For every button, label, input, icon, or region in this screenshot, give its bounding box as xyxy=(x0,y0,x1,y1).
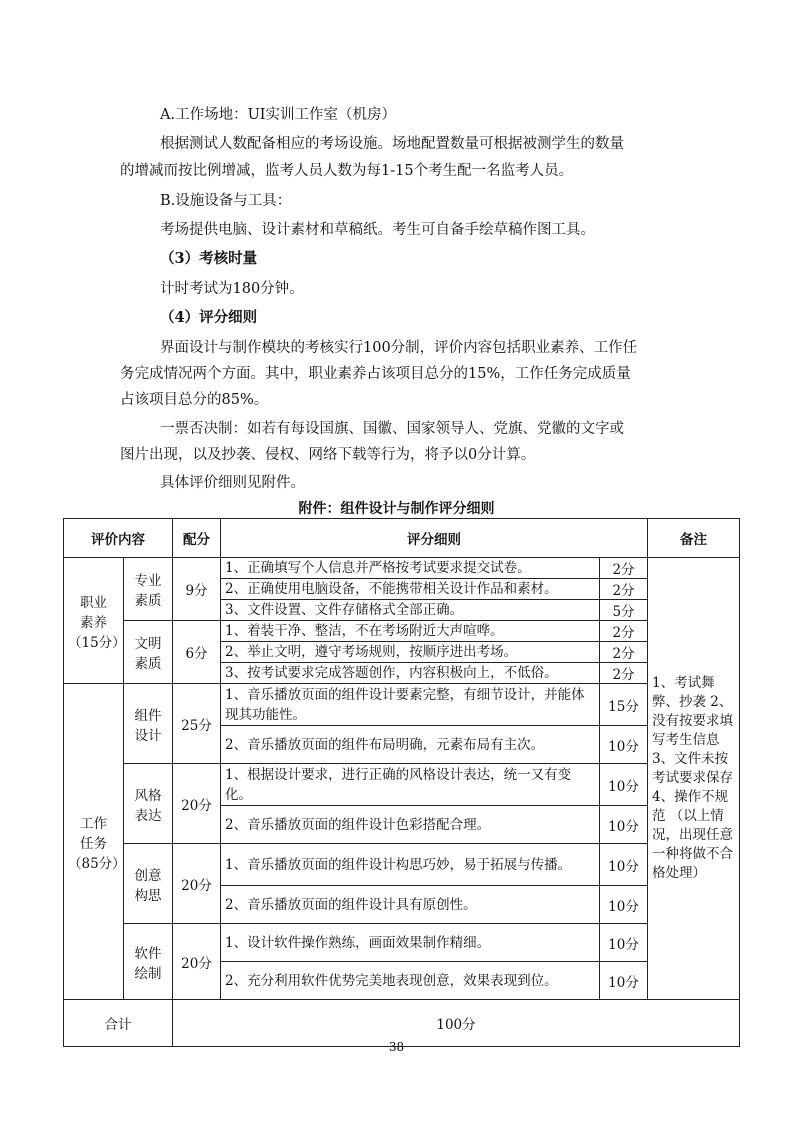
page-number: 38 xyxy=(388,1040,405,1054)
table-row xyxy=(64,764,740,806)
group-score: 25分 xyxy=(173,684,221,764)
group-score: 20分 xyxy=(173,924,221,1000)
paragraph-veto-2: 图片出现，以及抄袭、侵权、网络下载等行为，将予以0分计算。 xyxy=(120,447,536,463)
item-text: 1、设计软件操作熟练，画面效果制作精细。 xyxy=(221,924,600,962)
group-label xyxy=(124,621,173,684)
group-label-line: 素质 xyxy=(134,593,162,609)
group-label-line: 风格 xyxy=(134,787,162,804)
paragraph-venue-desc-1: 根据测试人数配备相应的考场设施。场地配置数量可根据被测学生的数量 xyxy=(160,136,624,152)
item-text: 1、着装干净、整洁，不在考场附近大声喧哗。 xyxy=(221,621,600,642)
note-cell: 1、考试舞弊、抄袭 2、没有按要求填写考生信息 3、文件未按考试要求保存 4、操作不规范 （以上情况，出现任意一种将做不合格处理） xyxy=(648,558,740,1000)
item-points: 2分 xyxy=(600,621,648,642)
item-text: 1、音乐播放页面的组件设计要素完整，有细节设计，并能体现其功能性。 xyxy=(221,684,600,726)
item-points: 2分 xyxy=(600,579,648,600)
item-text: 2、音乐播放页面的组件布局明确，元素布局有主次。 xyxy=(221,726,600,764)
section-label-line: 工作 xyxy=(80,815,107,832)
paragraph-equipment: B.设施设备与工具： xyxy=(160,193,292,209)
table-row xyxy=(64,924,740,962)
item-text: 2、正确使用电脑设备，不能携带相关设计作品和素材。 xyxy=(221,579,600,600)
item-text: 3、按考试要求完成答题创作，内容积极向上，不低俗。 xyxy=(221,663,600,684)
table-caption: 附件：组件设计与制作评分细则 xyxy=(298,501,495,517)
item-text: 1、根据设计要求，进行正确的风格设计表达，统一又有变化。 xyxy=(221,764,600,806)
section-label-line: （15分） xyxy=(68,634,126,651)
section-label-line: 任务 xyxy=(80,835,107,852)
group-score: 20分 xyxy=(173,764,221,844)
item-text: 2、充分利用软件优势完美地表现创意，效果表现到位。 xyxy=(221,962,600,1000)
group-label xyxy=(124,558,173,621)
group-label-line: 软件 xyxy=(134,945,162,962)
group-label-line: 专业 xyxy=(134,573,162,589)
group-score: 20分 xyxy=(173,844,221,924)
group-label-line: 绘制 xyxy=(134,965,162,982)
group-label xyxy=(124,764,173,844)
section-label-line: （85分） xyxy=(68,855,126,872)
item-points: 10分 xyxy=(600,924,648,962)
header-note: 备注 xyxy=(648,519,740,558)
item-points: 10分 xyxy=(600,764,648,806)
paragraph-venue-desc-2: 的增减而按比例增减，监考人员人数为每1-15个考生配一名监考人员。 xyxy=(120,163,574,179)
item-text: 2、举止文明，遵守考场规则，按顺序进出考场。 xyxy=(221,642,600,663)
section-label-professional xyxy=(64,558,124,684)
item-points: 10分 xyxy=(600,806,648,844)
group-label-line: 设计 xyxy=(134,727,162,744)
total-value: 100分 xyxy=(173,1000,740,1047)
table-row xyxy=(64,844,740,886)
item-text: 2、音乐播放页面的组件设计具有原创性。 xyxy=(221,886,600,924)
table-row xyxy=(64,684,740,726)
group-label xyxy=(124,684,173,764)
heading-exam-duration: （3）考核时量 xyxy=(160,250,258,267)
group-label xyxy=(124,924,173,1000)
heading-scoring-rules: （4）评分细则 xyxy=(160,309,258,326)
table-row xyxy=(64,621,740,642)
group-score: 9分 xyxy=(173,558,221,621)
item-points: 10分 xyxy=(600,726,648,764)
scoring-table xyxy=(63,518,740,1047)
group-label-line: 创意 xyxy=(134,867,162,884)
paragraph-scoring-3: 占该项目总分的85%。 xyxy=(120,392,269,408)
item-points: 2分 xyxy=(600,558,648,579)
item-text: 1、正确填写个人信息并严格按考试要求提交试卷。 xyxy=(221,558,600,579)
paragraph-equipment-desc: 考场提供电脑、设计素材和草稿纸。考生可自备手绘草稿作图工具。 xyxy=(160,222,595,238)
item-points: 15分 xyxy=(600,684,648,726)
group-label-line: 文明 xyxy=(134,636,162,652)
paragraph-exam-duration: 计时考试为180分钟。 xyxy=(160,281,304,297)
paragraph-scoring-1: 界面设计与制作模块的考核实行100分制，评价内容包括职业素养、工作任 xyxy=(160,340,638,356)
paragraph-see-attachment: 具体评价细则见附件。 xyxy=(160,475,305,491)
item-points: 2分 xyxy=(600,642,648,663)
item-points: 5分 xyxy=(600,600,648,621)
item-points: 10分 xyxy=(600,886,648,924)
item-points: 10分 xyxy=(600,962,648,1000)
paragraph-scoring-2: 务完成情况两个方面。其中，职业素养占该项目总分的15%，工作任务完成质量 xyxy=(120,366,631,382)
item-text: 1、音乐播放页面的组件设计构思巧妙，易于拓展与传播。 xyxy=(221,844,600,886)
group-label-line: 表达 xyxy=(134,807,162,824)
group-label-line: 素质 xyxy=(134,656,162,672)
item-points: 2分 xyxy=(600,663,648,684)
header-score: 配分 xyxy=(173,519,221,558)
item-points: 10分 xyxy=(600,844,648,886)
item-text: 2、音乐播放页面的组件设计色彩搭配合理。 xyxy=(221,806,600,844)
section-label-line: 素养 xyxy=(80,614,107,631)
table-header-row xyxy=(64,519,740,558)
header-content: 评价内容 xyxy=(64,519,173,558)
group-label xyxy=(124,844,173,924)
table-row xyxy=(64,558,740,579)
group-label-line: 构思 xyxy=(134,887,162,904)
item-text: 3、文件设置、文件存储格式全部正确。 xyxy=(221,600,600,621)
group-label-line: 组件 xyxy=(134,707,162,724)
paragraph-venue: A.工作场地：UI实训工作室（机房） xyxy=(160,107,397,123)
header-details: 评分细则 xyxy=(221,519,648,558)
total-label: 合计 xyxy=(64,1000,173,1047)
section-label-line: 职业 xyxy=(80,594,107,611)
group-score: 6分 xyxy=(173,621,221,684)
section-label-task xyxy=(64,684,124,1000)
paragraph-veto-1: 一票否决制：如若有每设国旗、国徽、国家领导人、党旗、党徽的文字或 xyxy=(160,421,624,437)
